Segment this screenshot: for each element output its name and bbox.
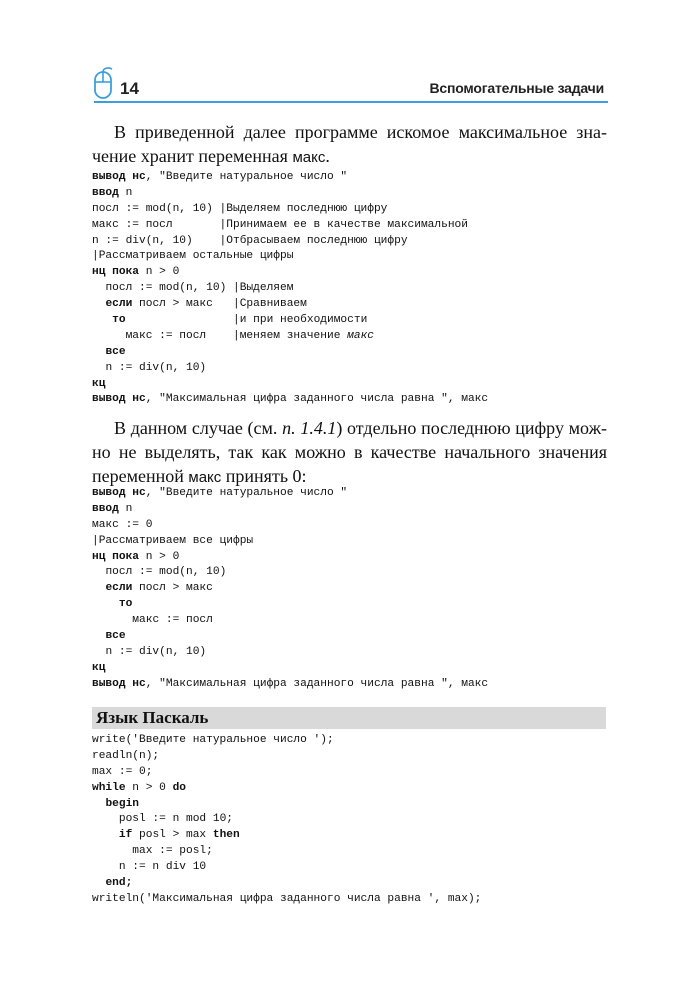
code-line: write('Введите натуральное число ');	[92, 734, 334, 746]
code-block-algorithmic-1	[92, 170, 612, 408]
page-header	[0, 0, 674, 110]
code-line: max := 0;	[92, 765, 153, 778]
code-line: posl := n mod 10;	[118, 813, 233, 826]
paragraph-2: В данном случае (см. п. 1.4.1) отдельно последнюю цифру можно не выделять, так как можно в качестве начального значения переменной макс принять 0:	[92, 418, 608, 486]
code-line: вывод нс, "Максимальная цифра заданного числа равна ", макс	[92, 677, 489, 690]
code-line: вывод нс, "Введите натуральное число "	[92, 171, 348, 183]
code-line: вывод нс, "Введите натуральное число "	[92, 487, 348, 499]
code-block-pascal	[92, 733, 612, 908]
code-line: n := div(n, 10)	[105, 361, 207, 374]
code-line: если посл > макс |Сравниваем	[105, 298, 307, 311]
code-line: посл := mod(n, 10) |Выделяем последнюю цифру	[92, 202, 388, 215]
code-line: посл := mod(n, 10)	[105, 566, 227, 579]
code-line: макс := посл |меняем значение макс	[125, 329, 374, 342]
code-line: кц	[92, 661, 106, 674]
code-line: max := posl;	[132, 845, 213, 858]
section-reference: п. 1.4.1	[282, 418, 337, 438]
header-rule	[94, 101, 608, 103]
var-maks-2: макс	[188, 469, 222, 486]
code-line: begin	[105, 797, 140, 810]
code-line: нц пока n > 0	[92, 550, 180, 563]
code-line: макс := 0	[92, 518, 153, 531]
code-line: если посл > макс	[105, 582, 213, 595]
code-line: то	[118, 598, 133, 611]
code-line: посл := mod(n, 10) |Выделяем	[105, 282, 294, 295]
code-line: while n > 0 do	[92, 781, 187, 794]
code-line: то |и при необходимости	[112, 314, 368, 327]
code-line: все	[105, 630, 126, 643]
running-head: Вспомогательные задачи	[429, 80, 604, 96]
code-line: вывод нс, "Максимальная цифра заданного числа равна ", макс	[92, 393, 489, 406]
code-line: макс := посл |Принимаем ее в качестве максимальной	[92, 218, 468, 231]
section-heading: Язык Паскаль	[96, 708, 209, 727]
code-line: кц	[92, 377, 106, 390]
code-line: n := n div 10	[118, 861, 207, 874]
code-line: if posl > max then	[118, 829, 240, 842]
code-line: все	[105, 345, 126, 358]
code-line: ввод n	[92, 186, 133, 199]
code-line: end;	[105, 877, 133, 890]
code-block-algorithmic-2	[92, 486, 612, 693]
code-line: n := div(n, 10) |Отбрасываем последнюю цифру	[92, 234, 408, 247]
mouse-icon	[92, 66, 120, 106]
code-line: ввод n	[92, 502, 133, 515]
paragraph-1: В приведенной далее программе искомое максимальное значение хранит переменная макс.	[92, 122, 607, 166]
code-line: |Рассматриваем остальные цифры	[92, 250, 294, 263]
code-line: n := div(n, 10)	[105, 645, 207, 658]
page-number: 14	[120, 79, 139, 98]
code-line: макс := посл	[132, 614, 213, 627]
code-line: нц пока n > 0	[92, 266, 180, 279]
var-maks: макс	[292, 149, 326, 166]
code-line: writeln('Максимальная цифра заданного числа равна ', max);	[92, 892, 482, 905]
code-line: readln(n);	[92, 749, 160, 762]
code-line: |Рассматриваем все цифры	[92, 534, 254, 547]
